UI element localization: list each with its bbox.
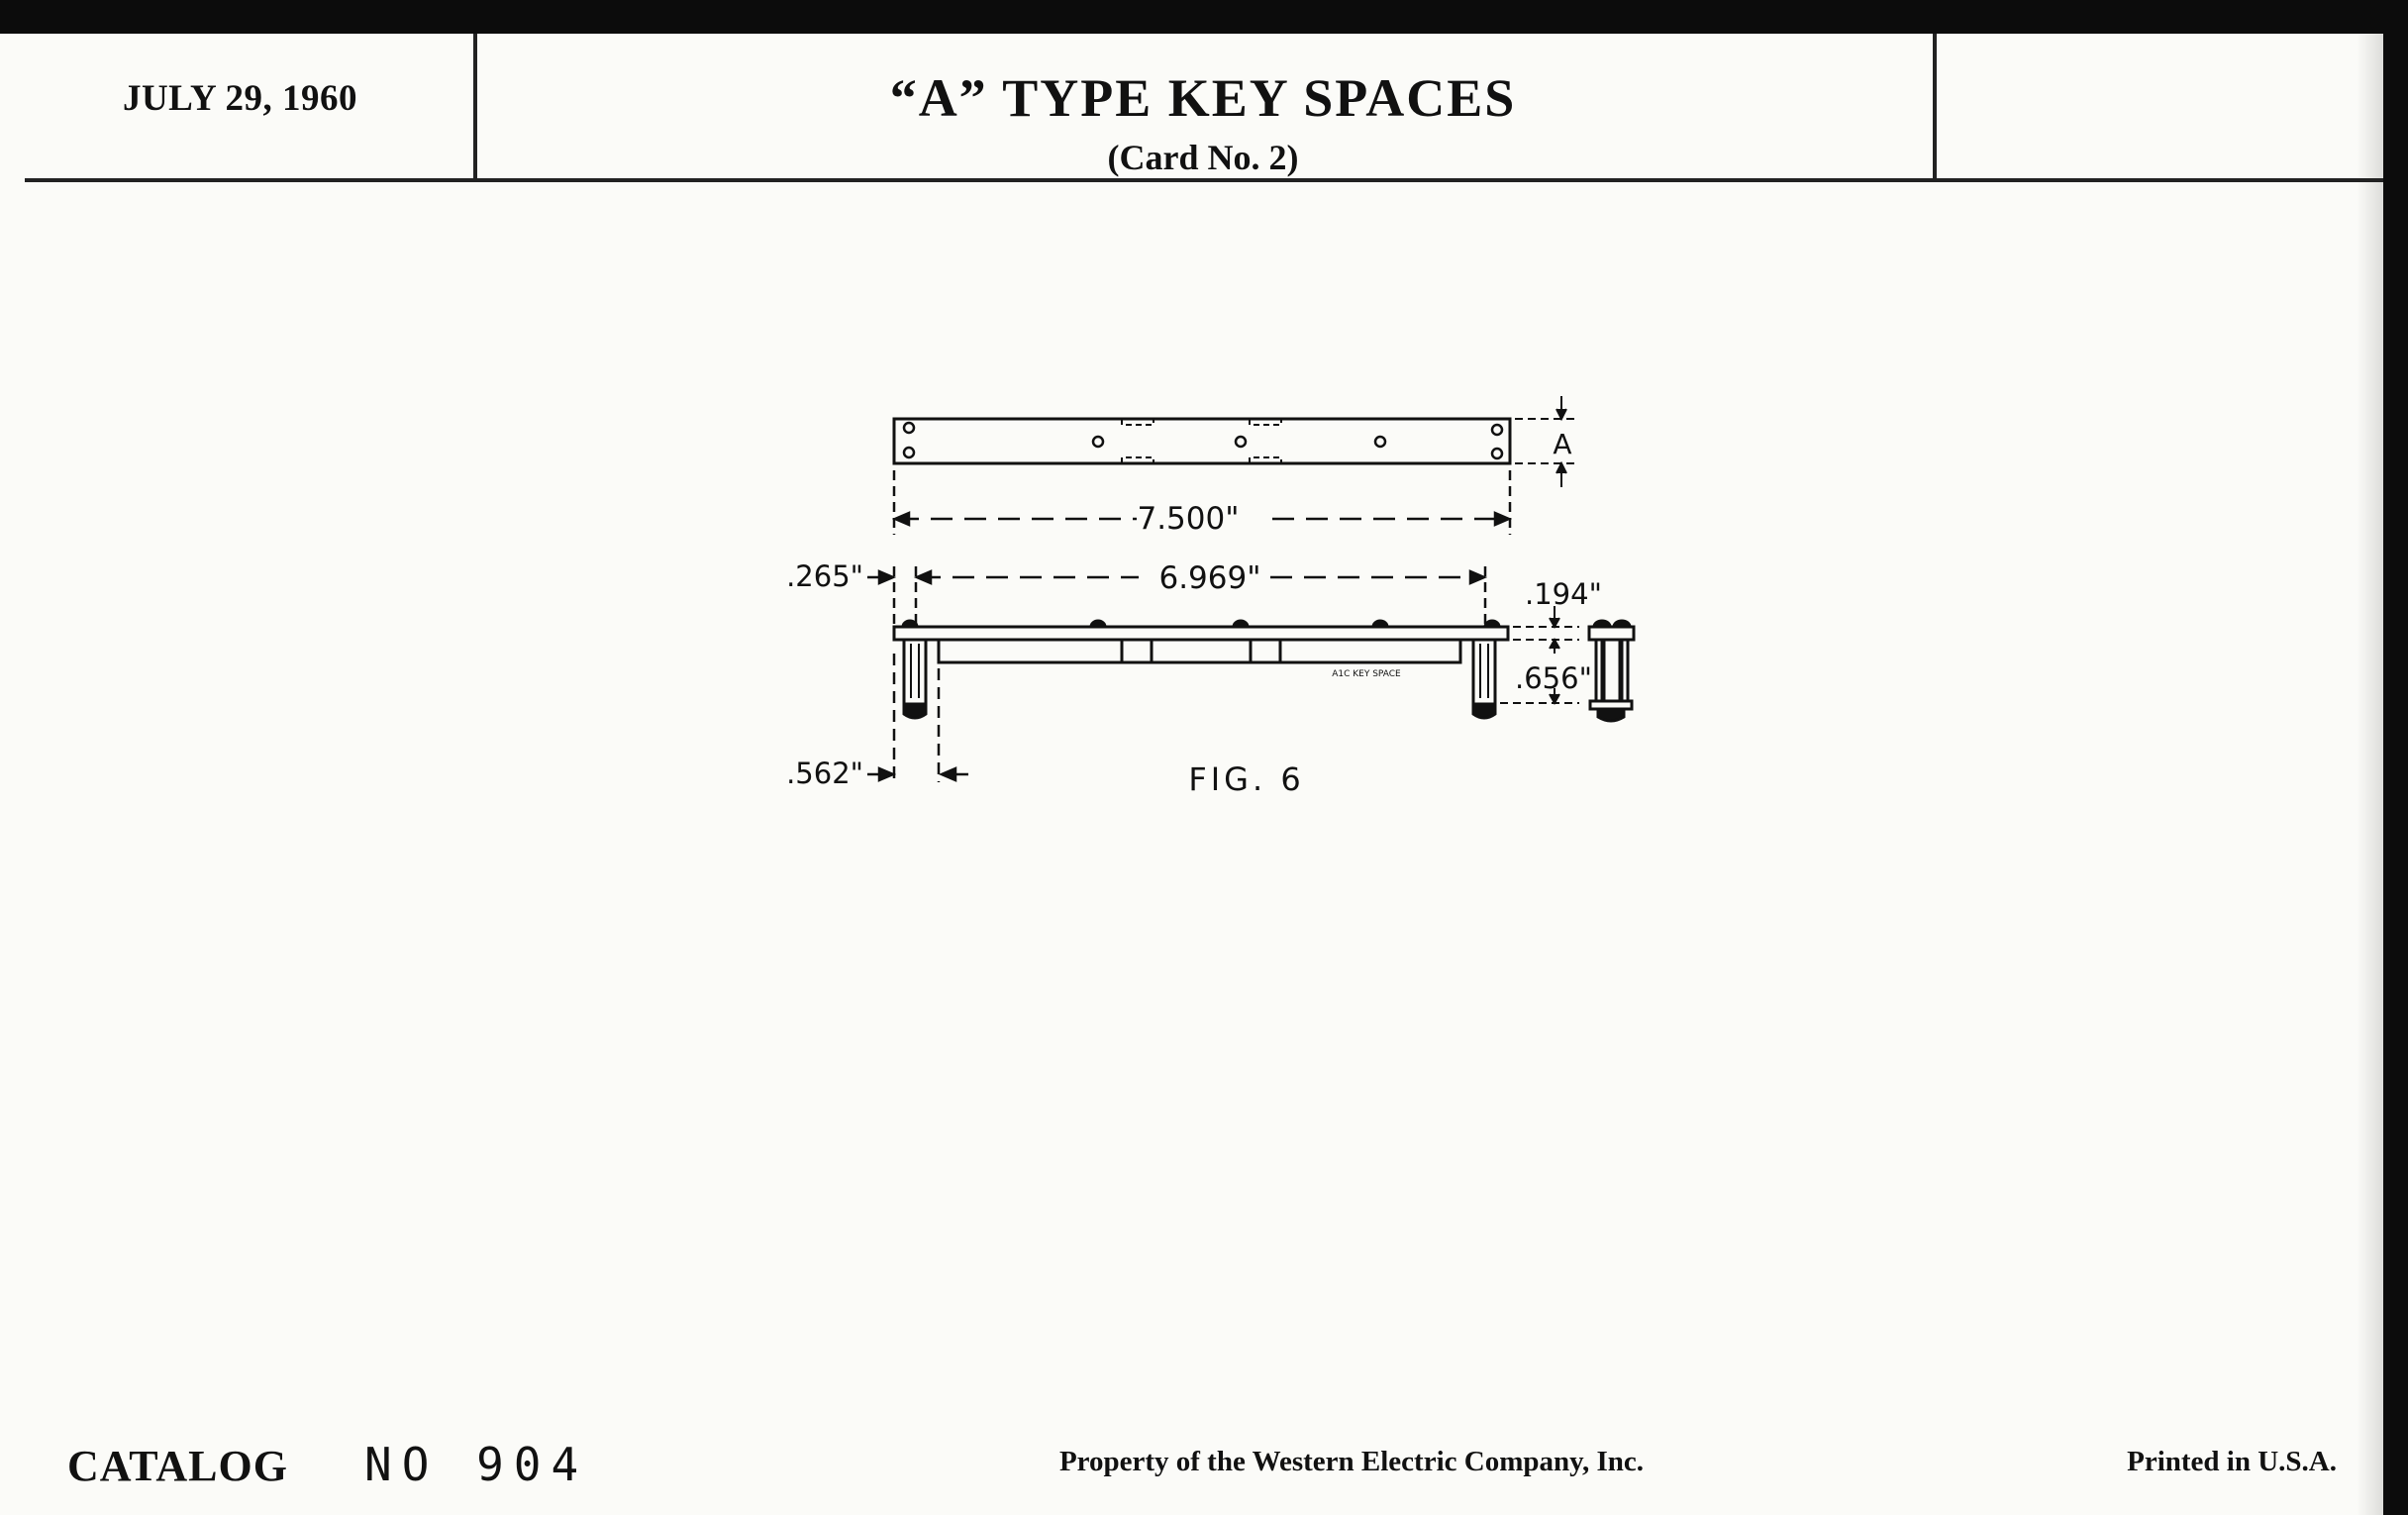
card-title: “A” TYPE KEY SPACES [889,68,1517,128]
top-view-hidden-lines [1122,419,1281,463]
dim-depth-label: .656" [1515,661,1592,695]
dim-bottom-offset-label: .562" [786,757,863,790]
top-view-plate [894,419,1510,463]
dim-inner-label: 6.969" [1158,560,1261,596]
printed-notice: Printed in U.S.A. [2127,1446,2337,1477]
dim-left-offset-lines [867,566,894,624]
dim-top-height-label: .194" [1525,577,1602,611]
card-date: JULY 29, 1960 [122,78,358,119]
front-view [894,621,1508,718]
dim-a-label: A [1553,428,1572,460]
dim-left-offset-label: .265" [786,559,863,593]
side-view [1589,621,1634,721]
catalog-label: CATALOG [67,1442,288,1490]
catalog-number: NO 904 [364,1438,589,1491]
figure-caption: FIG. 6 [1188,760,1305,798]
property-notice: Property of the Western Electric Company, Inc. [1058,1446,1645,1477]
dim-width-label: 7.500" [1137,501,1240,537]
part-label: A1C KEY SPACE [1332,669,1401,679]
top-view-holes [904,423,1502,458]
card-subtitle: (Card No. 2) [1107,138,1299,177]
